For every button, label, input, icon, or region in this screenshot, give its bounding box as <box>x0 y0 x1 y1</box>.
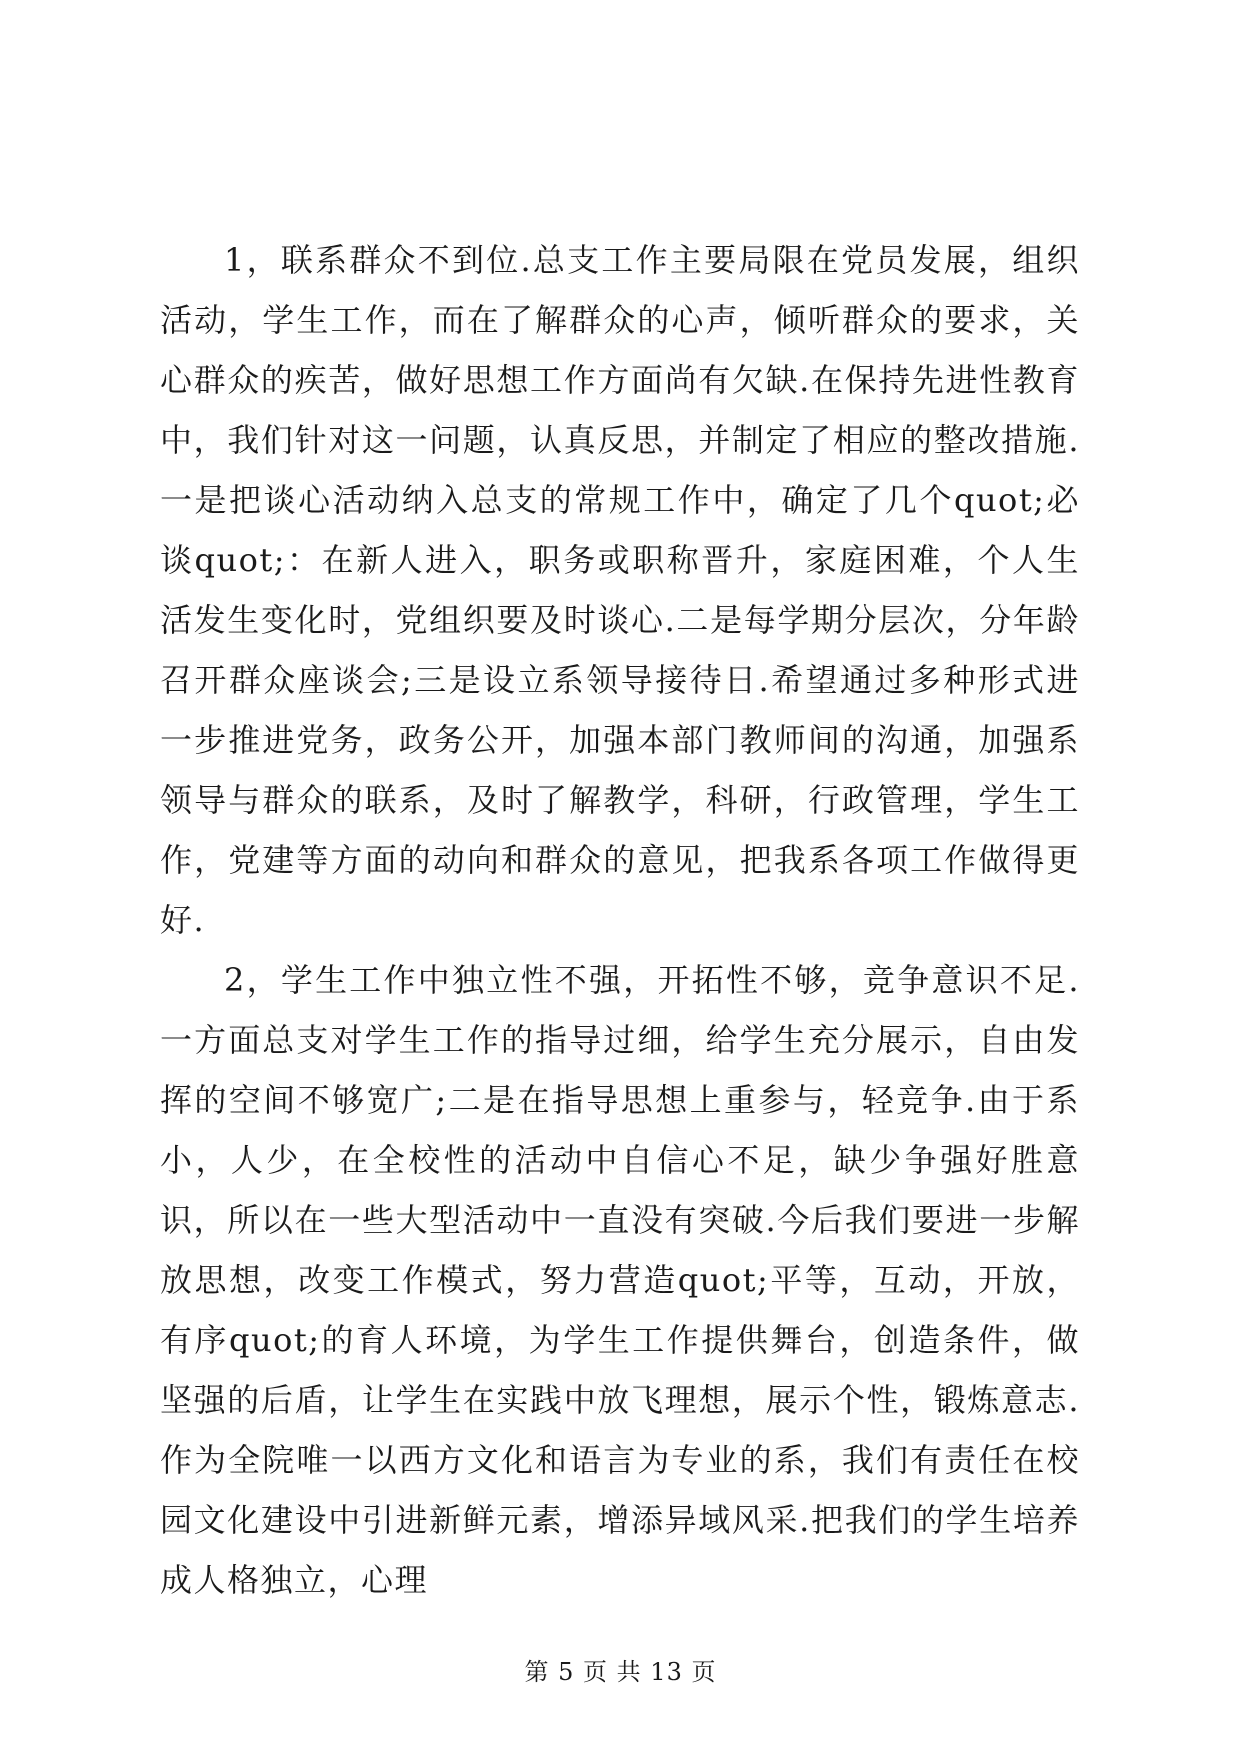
paragraph-1: 1，联系群众不到位.总支工作主要局限在党员发展，组织活动，学生工作，而在了解群众的心声，倾听群众的要求，关心群众的疾苦，做好思想工作方面尚有欠缺.在保持先进性教育中，我们针对这一问题，认真反思，并制定了相应的整改措施.一是把谈心活动纳入总支的常规工作中，确定了几个quot;必谈quot;：在新人进入，职务或职称晋升，家庭困难，个人生活发生变化时，党组织要及时谈心.二是每学期分层次，分年龄召开群众座谈会;三是设立系领导接待日.希望通过多种形式进一步推进党务，政务公开，加强本部门教师间的沟通，加强系领导与群众的联系，及时了解教学，科研，行政管理，学生工作，党建等方面的动向和群众的意见，把我系各项工作做得更好. <box>160 241 1080 939</box>
document-body <box>160 230 1080 1610</box>
paragraph-2: 2，学生工作中独立性不强，开拓性不够，竞争意识不足.一方面总支对学生工作的指导过细，给学生充分展示，自由发挥的空间不够宽广;二是在指导思想上重参与，轻竞争.由于系小，人少，在全校性的活动中自信心不足，缺少争强好胜意识，所以在一些大型活动中一直没有突破.今后我们要进一步解放思想，改变工作模式，努力营造quot;平等，互动，开放，有序quot;的育人环境，为学生工作提供舞台，创造条件，做坚强的后盾，让学生在实践中放飞理想，展示个性，锻炼意志.作为全院唯一以西方文化和语言为专业的系，我们有责任在校园文化建设中引进新鲜元素，增添异域风采.把我们的学生培养成人格独立，心理 <box>160 961 1080 1599</box>
page-number-footer: 第 5 页 共 13 页 <box>524 1658 717 1686</box>
